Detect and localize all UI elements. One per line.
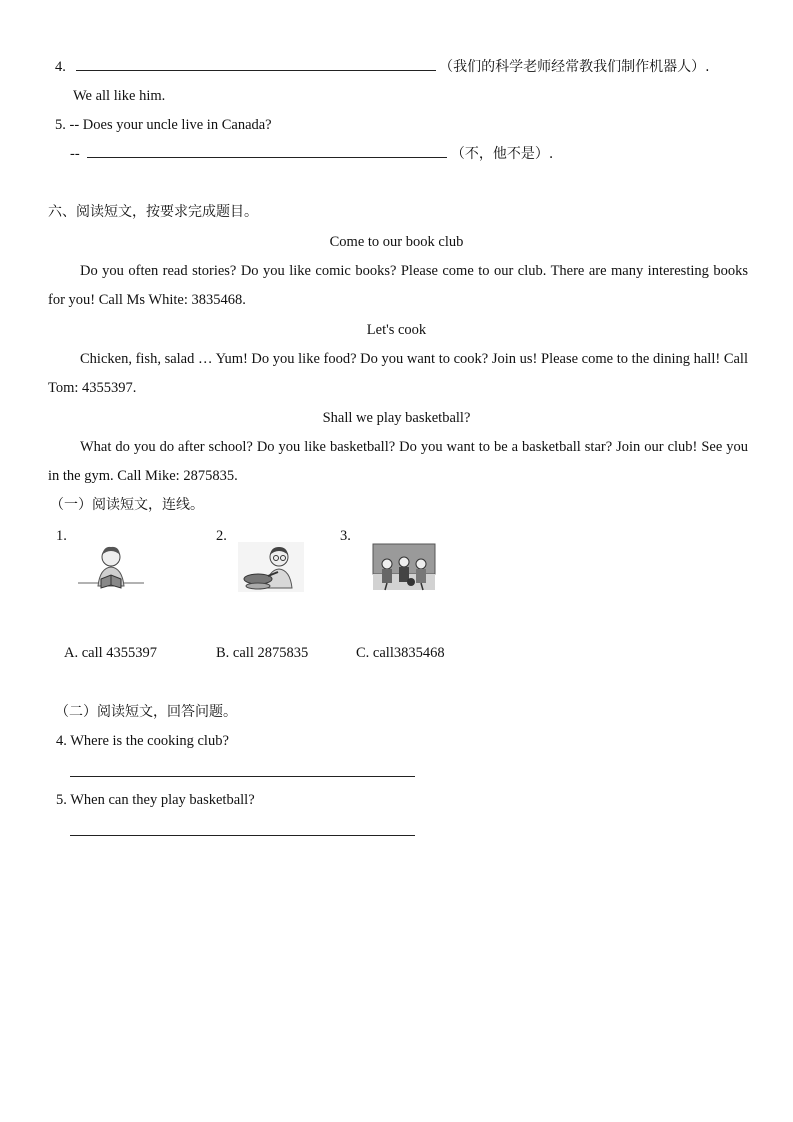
question-4 [55,56,710,77]
option-b: B. call 2875835 [216,645,309,661]
passage-3-title: Shall we play basketball? [322,410,471,426]
question-5-answer-blank[interactable] [87,143,447,158]
reading-boy-picture [78,542,144,592]
question-4-answer-blank[interactable] [76,56,436,71]
question-4-hint: （我们的科学老师经常教我们制作机器人）. [439,59,710,75]
question-4-followup: We all like him. [73,88,166,104]
section-6-heading: 六、阅读短文，按要求完成题目。 [48,204,258,220]
part-2-question-5: 5. When can they play basketball? [56,792,255,808]
passage-1-title: Come to our book club [329,234,464,250]
question-5-answer-row [70,143,553,164]
question-5 [55,115,272,135]
part-2-heading: （二）阅读短文，回答问题。 [55,704,237,720]
picture-1-number: 1. [56,528,67,544]
option-c: C. call3835468 [356,645,445,661]
picture-2-number: 2. [216,528,227,544]
option-a: A. call 4355397 [64,645,158,661]
passage-2-text [48,345,748,403]
cooking-boy-picture [238,542,304,592]
passage-3-text [48,433,748,491]
question-5-hint: （不，他不是）. [450,146,554,162]
question-5-text: -- Does your uncle live in Canada? [69,117,272,133]
part-2-question-4: 4. Where is the cooking club? [56,733,229,749]
passage-1-text [48,257,748,315]
question-5-number: 5. [55,117,66,133]
picture-3-number: 3. [340,528,351,544]
part-2-answer-4-line[interactable] [70,776,415,777]
passage-2-body: Chicken, fish, salad … Yum! Do you like food? Do you want to cook? Join us! Please come to the dining hall! Call Tom: 4355397. [48,351,748,396]
part-2-answer-5-line[interactable] [70,835,415,836]
question-4-number: 4. [55,59,66,75]
passage-1-body: Do you often read stories? Do you like comic books? Please come to our club. There are many interesting books for you! Call Ms White: 3835468. [48,263,748,308]
children-basketball-picture [371,542,437,592]
part-1-heading: （一）阅读短文，连线。 [50,497,204,513]
passage-3-body: What do you do after school? Do you like basketball? Do you want to be a basketball star? Join our club! See you in the gym. Call Mike: 2875835. [48,439,748,484]
question-5-dash: -- [70,146,80,162]
passage-2-title: Let's cook [366,322,427,338]
